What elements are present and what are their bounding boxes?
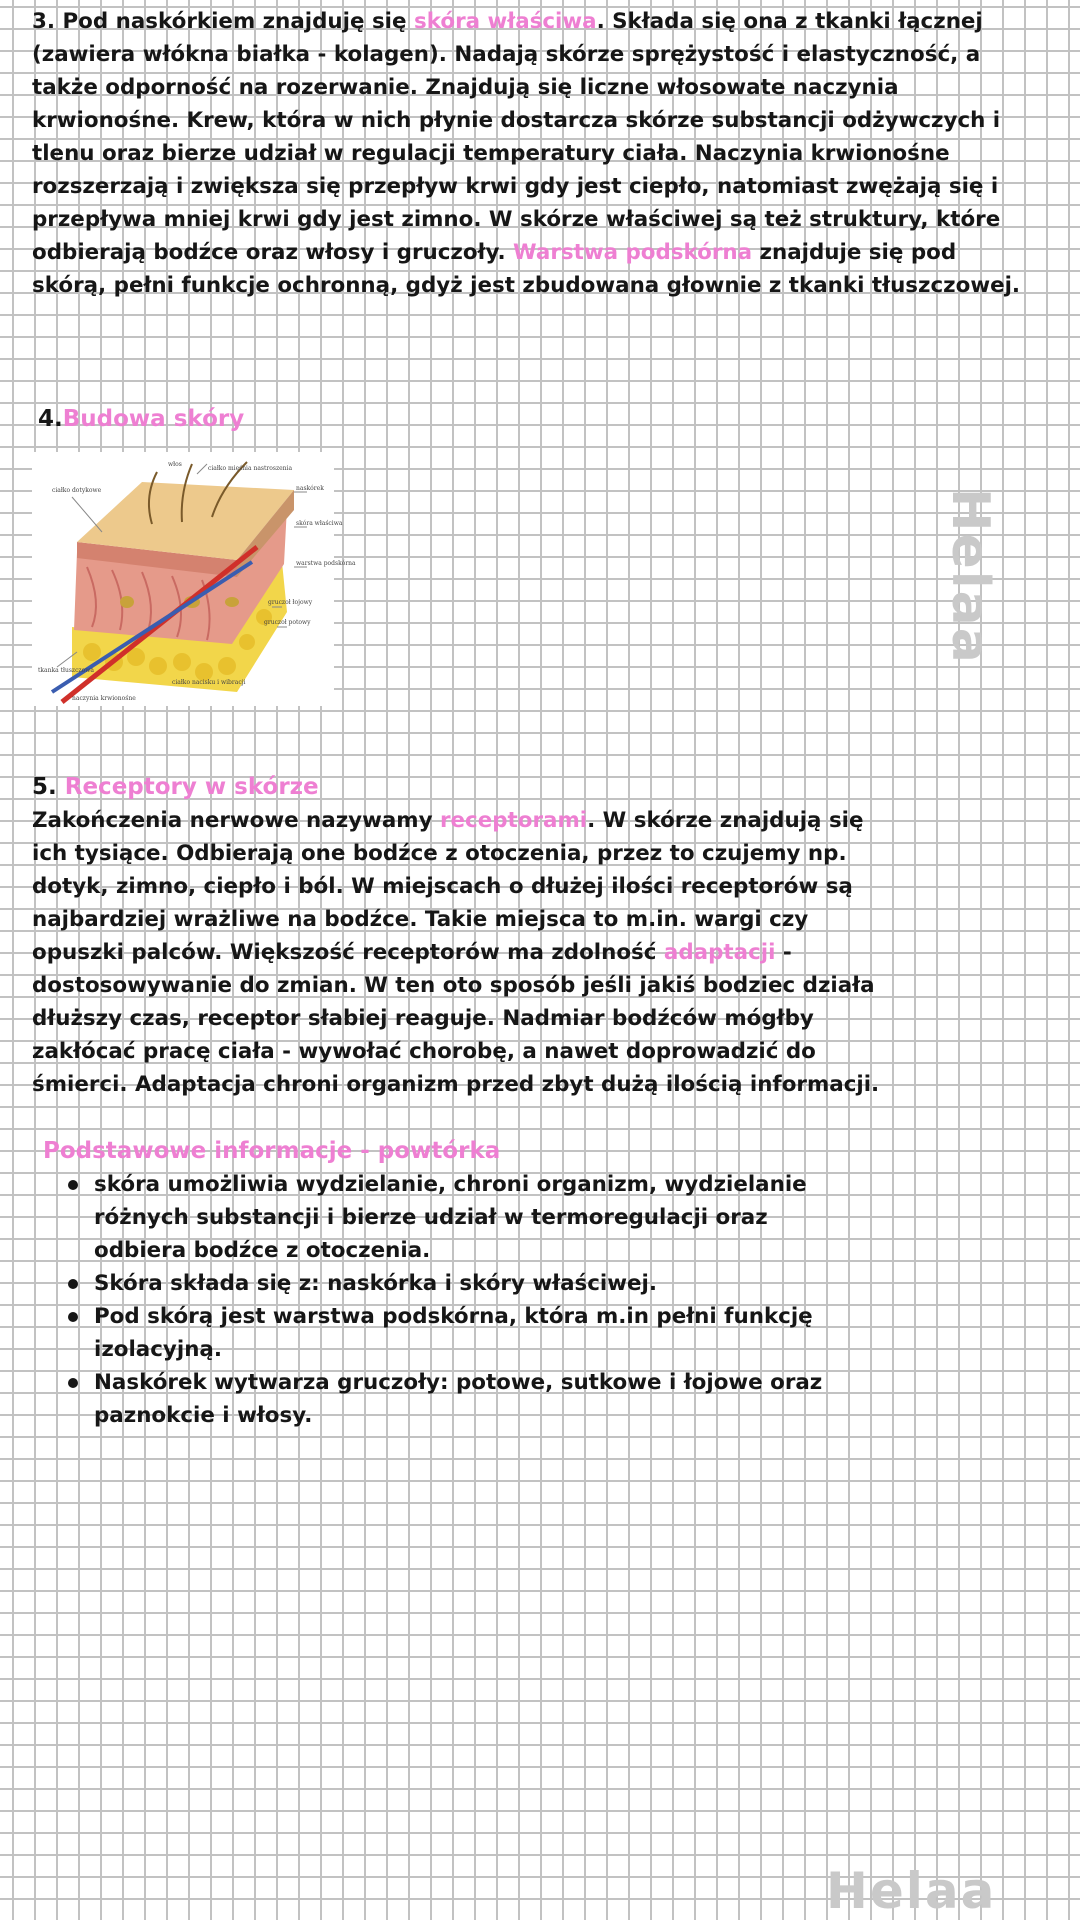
section-5-number: 5.: [32, 774, 65, 800]
section-5-body-1: . W skórze znajdują się ich tysiące. Odbierają one bodźce z otoczenia, przez to czujemy np. dotyk, zimno, ciepło i ból. W miejscach o dłużej ilości receptorów są najbardziej wrażliwe na bodźce. Takie miejsca to m.in. wargi czy opuszki palców. Większość receptorów ma zdolność: [32, 808, 864, 965]
summary-heading: Podstawowe informacje - powtórka: [43, 1138, 501, 1164]
list-item-text: Naskórek wytwarza gruczoły: potowe, sutkowe i łojowe oraz paznokcie i włosy.: [94, 1370, 823, 1428]
figure-label-pressure: ciałko nacisku i wibracji: [172, 679, 246, 686]
list-item: [40, 1168, 860, 1267]
bullet-icon: [68, 1180, 78, 1190]
figure-label-fat: tkanka tłuszczowa: [38, 667, 94, 674]
list-item-text: Pod skórą jest warstwa podskórna, która m.in pełni funkcję izolacyjną.: [94, 1304, 813, 1362]
section-5-heading: [32, 772, 319, 802]
section-4-title: Budowa skóry: [62, 406, 245, 432]
list-item: [40, 1267, 860, 1300]
figure-label-epidermis: naskórek: [296, 485, 324, 492]
section-5-title: Receptory w skórze: [64, 774, 319, 800]
figure-label-dermis: skóra właściwa: [296, 520, 343, 527]
term-skora-wlasciwa: skóra właściwa: [413, 9, 597, 34]
figure-label-sweat: gruczoł potowy: [264, 619, 311, 626]
section-4-number: 4.: [38, 406, 63, 432]
skin-structure-diagram: [32, 452, 356, 706]
bullet-icon: [68, 1279, 78, 1289]
section-5-intro: Zakończenia nerwowe nazywamy: [32, 808, 440, 833]
figure-label-hair: włos: [168, 461, 182, 468]
summary-list: [40, 1168, 860, 1432]
bullet-icon: [68, 1312, 78, 1322]
bullet-icon: [68, 1378, 78, 1388]
section-3-paragraph: [32, 5, 1032, 302]
list-item: [40, 1366, 860, 1432]
figure-label-touch-body: ciałko dotykowe: [52, 487, 102, 494]
figure-label-subcutis: warstwa podskórna: [296, 560, 356, 567]
term-warstwa-podskorna: Warstwa podskórna: [513, 240, 753, 265]
section-5-body-2: - dostosowywanie do zmian. W ten oto sposób jeśli jakiś bodziec działa dłuższy czas, receptor słabiej reaguje. Nadmiar bodźców mógłby zakłócać pracę ciała - wywołać chorobę, a nawet doprowadzić do śmierci. Adaptacja chroni organizm przed zbyt dużą ilością informacji.: [32, 940, 880, 1097]
skin-cross-section-image: [32, 452, 356, 706]
section-3-body-2: znajduje się pod skórą, pełni funkcje ochronną, gdyż jest zbudowana głownie z tkanki tłuszczowej.: [32, 240, 1021, 298]
figure-label-arrector: ciałko mięśnia nastroszenia: [208, 465, 293, 472]
figure-label-vessels: naczynia krwionośne: [72, 695, 136, 702]
section-5-paragraph: [32, 804, 892, 1101]
watermark-bottom: Helaa: [826, 1862, 997, 1920]
section-3-intro: 3. Pod naskórkiem znajduję się: [32, 9, 414, 34]
section-3-body-1: . Składa się ona z tkanki łącznej (zawiera włókna białka - kolagen). Nadają skórze sprężystość i elastyczność, a także odporność na rozerwanie. Znajdują się liczne włosowate naczynia krwionośne. Krew, która w nich płynie dostarcza skórze substancji odżywczych i tlenu oraz bierze udział w regulacji temperatury ciała. Naczynia krwionośne rozszerzają i zwiększa się przepływ krwi gdy jest ciepło, natomiast zwężają się i przepływa mniej krwi gdy jest zimno. W skórze właściwej są też struktury, które odbierają bodźce oraz włosy i gruczoły.: [32, 9, 1001, 265]
figure-label-sebaceous: gruczoł łojowy: [268, 599, 313, 606]
list-item-text: Skóra składa się z: naskórka i skóry właściwej.: [94, 1271, 657, 1296]
term-adaptacja: adaptacji: [663, 940, 776, 965]
section-4-heading: [38, 404, 244, 434]
watermark-side: Helaa: [940, 488, 1000, 665]
term-receptory: receptorami: [440, 808, 588, 833]
list-item-text: skóra umożliwia wydzielanie, chroni organizm, wydzielanie różnych substancji i bierze udział w termoregulacji oraz odbiera bodźce z otoczenia.: [94, 1172, 807, 1263]
list-item: [40, 1300, 860, 1366]
